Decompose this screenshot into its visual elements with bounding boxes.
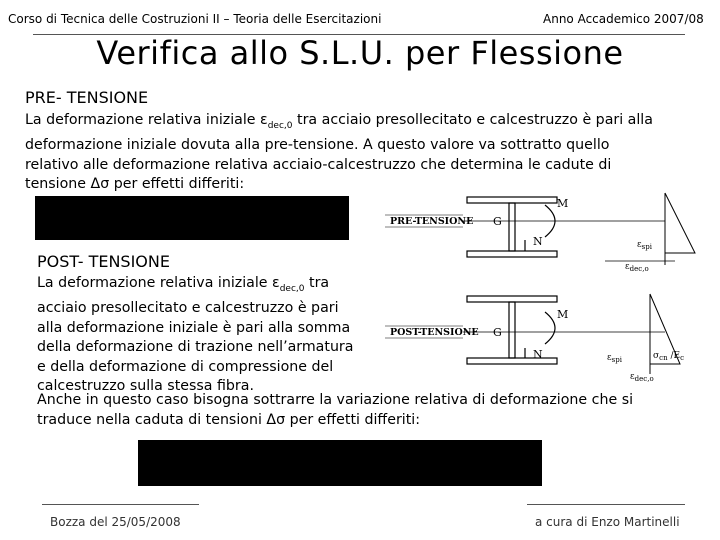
strain-diagram [665, 193, 695, 253]
sigma-ec-label: $\sigma_{cn}$ $/E_c$ [653, 351, 684, 362]
epsilon-subscript: dec,0 [279, 283, 305, 294]
post-text: e della deformazione di compressione del [37, 358, 334, 375]
diagram-label: PRE-TENSIONE [390, 216, 474, 227]
eps-dec-label: $\varepsilon_{dec,o}$ [630, 372, 654, 383]
post-tensione-diagram [385, 288, 710, 383]
formula-image-post [138, 440, 542, 486]
pre-tensione-heading: PRE- TENSIONE [25, 88, 149, 107]
pre-text: tensione [25, 176, 91, 193]
delta-sigma-symbol: Δσ [266, 411, 286, 428]
post-text: calcestruzzo sulla stessa fibra. [37, 378, 254, 395]
force-label: N [533, 235, 543, 248]
post-text: alla deformazione iniziale è pari alla somma [37, 319, 351, 336]
eps-dec-label: $\varepsilon_{dec,o}$ [625, 262, 649, 273]
eps-spi-label: $\varepsilon_{spi}$ [607, 353, 622, 364]
moment-label: M [557, 197, 569, 210]
draft-date: Bozza del 25/05/2008 [50, 515, 181, 529]
post-tensione-heading: POST- TENSIONE [37, 252, 170, 271]
force-label: N [533, 348, 543, 361]
epsilon-symbol: ε [260, 112, 268, 128]
post-tensione-paragraph [37, 274, 367, 397]
post-text: per effetti differiti: [285, 411, 420, 428]
formula-image-pre [35, 196, 349, 240]
post-tensione-paragraph-2 [37, 391, 707, 430]
academic-year: Anno Accademico 2007/08 [543, 12, 704, 26]
post-text: tra [304, 275, 330, 291]
post-text: acciaio presollecitato e calcestruzzo è pari [37, 300, 339, 317]
delta-sigma-symbol: Δσ [90, 176, 110, 193]
pre-tensione-paragraph [25, 111, 705, 195]
page-title: Verifica allo S.L.U. per Flessione [96, 34, 624, 72]
eps-spi-label: $\varepsilon_{spi}$ [637, 240, 652, 251]
pre-text: tra acciaio presollecitato e calcestruzzo è pari alla [292, 112, 653, 128]
centroid-label: G [493, 215, 502, 228]
post-text: La deformazione relativa iniziale [37, 275, 273, 291]
i-beam-section [467, 197, 557, 257]
footer-rule-right [527, 504, 685, 505]
footer-rule-left [42, 504, 199, 505]
pre-text: per effetti differiti: [109, 176, 245, 193]
post-text: della deformazione di trazione nell’armatura [37, 339, 354, 356]
epsilon-subscript: dec,0 [267, 120, 293, 131]
pre-text: deformazione iniziale dovuta alla pre-tensione. A questo valore va sottratto quello [25, 137, 610, 154]
moment-arrow-icon [545, 312, 555, 344]
post-text: Anche in questo caso bisogna sottrarre la variazione relativa di deformazione che si [37, 392, 634, 408]
i-beam-section [467, 296, 557, 364]
diagram-label: POST-TENSIONE [390, 327, 479, 338]
centroid-label: G [493, 326, 502, 339]
pre-text: relativo alle deformazione relativa acciaio-calcestruzzo che determina le cadute di [25, 156, 612, 173]
author-credit: a cura di Enzo Martinelli [535, 515, 680, 529]
pre-text: La deformazione relativa iniziale [25, 112, 261, 128]
moment-label: M [557, 308, 569, 321]
epsilon-symbol: ε [272, 275, 280, 291]
course-header: Corso di Tecnica delle Costruzioni II – Teoria delle Esercitazioni [8, 12, 382, 26]
pre-tensione-diagram [385, 185, 710, 275]
post-text: traduce nella caduta di tensioni [37, 411, 267, 428]
